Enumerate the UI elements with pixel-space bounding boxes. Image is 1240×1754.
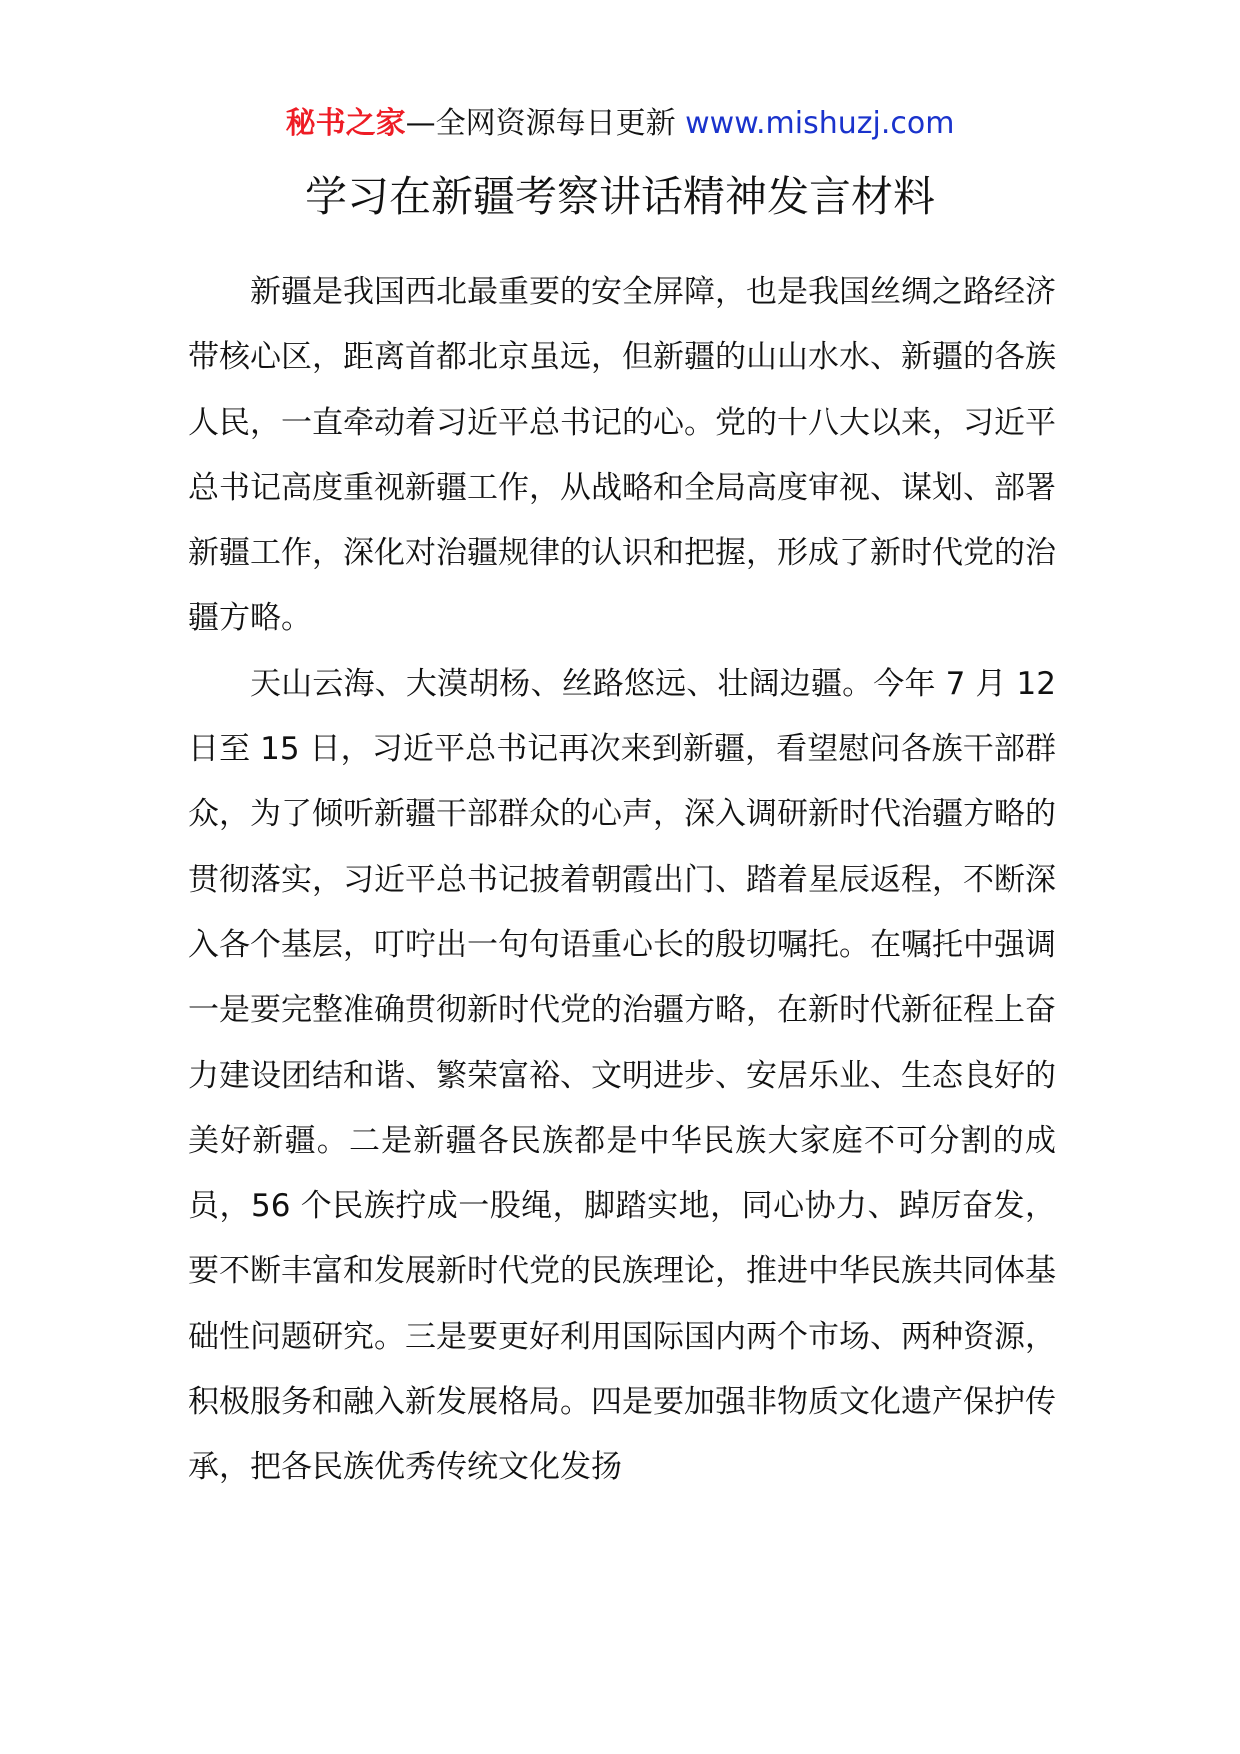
site-header (0, 100, 1240, 148)
site-url-link[interactable]: www.mishuzj.com (685, 106, 955, 141)
document-title: 学习在新疆考察讲话精神发言材料 (304, 172, 935, 221)
site-brand: 秘书之家 (285, 106, 406, 141)
document-body (188, 260, 1056, 1501)
paragraph-intro: 新疆是我国西北最重要的安全屏障，也是我国丝绸之路经济带核心区，距离首都北京虽远，但新疆的山山水水、新疆的各族人民，一直牵动着习近平总书记的心。党的十八大以来，习近平总书记高度重视新疆工作，从战略和全局高度审视、谋划、部署新疆工作，深化对治疆规律的认识和把握，形成了新时代党的治疆方略。 (188, 274, 1056, 637)
paragraph-visit: 天山云海、大漠胡杨、丝路悠远、壮阔边疆。今年 7 月 12 日至 15 日，习近平总书记再次来到新疆，看望慰问各族干部群众，为了倾听新疆干部群众的心声，深入调研新时代治疆方略的贯彻落实，习近平总书记披着朝霞出门、踏着星辰返程，不断深入各个基层，叮咛出一句句语重心长的殷切嘱托。在嘱托中强调一是要完整准确贯彻新时代党的治疆方略，在新时代新征程上奋力建设团结和谐、繁荣富裕、文明进步、安居乐业、生态良好的美好新疆。二是新疆各民族都是中华民族大家庭不可分割的成员，56 个民族拧成一股绳，脚踏实地，同心协力、踔厉奋发，要不断丰富和发展新时代党的民族理论，推进中华民族共同体基础性问题研究。三是要更好利用国际国内两个市场、两种资源，积极服务和融入新发展格局。四是要加强非物质文化遗产保护传承，把各民族优秀传统文化发扬 (188, 665, 1056, 1486)
site-tagline: —全网资源每日更新 (405, 106, 686, 141)
